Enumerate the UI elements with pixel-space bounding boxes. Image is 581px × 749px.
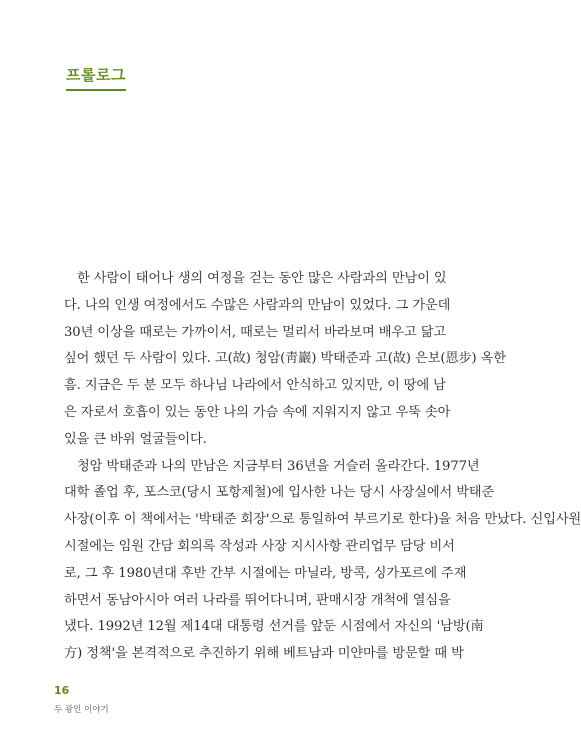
text-line: 흠. 지금은 두 분 모두 하나님 나라에서 안식하고 있지만, 이 땅에 남: [64, 378, 446, 394]
text-line: 싶어 했던 두 사람이 있다. 고(故) 청암(靑巖) 박태준과 고(故) 은보(恩步) 옥한: [64, 351, 506, 367]
chapter-title: 프롤로그: [66, 64, 126, 91]
running-footer-title: 두 광인 이야기: [54, 705, 109, 715]
text-line: 있을 큰 바위 얼굴들이다.: [64, 431, 207, 447]
text-line: 청암 박태준과 나의 만남은 지금부터 36년을 거슬러 올라간다. 1977년: [77, 458, 480, 474]
text-line: 대학 졸업 후, 포스코(당시 포항제철)에 입사한 나는 당시 사장실에서 박태준: [64, 485, 495, 501]
text-line: 시절에는 임원 간담 회의록 작성과 사장 지시사항 관리업무 담당 비서: [64, 538, 455, 554]
text-line: 사장(이후 이 책에서는 '박태준 회장'으로 통일하여 부르기로 한다)을 처음 만났다. 신입사원: [64, 512, 581, 528]
body-text: [64, 266, 581, 668]
text-line: 한 사람이 태어나 생의 여정을 걷는 동안 많은 사람과의 만남이 있: [77, 271, 447, 286]
text-line: 냈다. 1992년 12월 제14대 대통령 선거를 앞둔 시점에서 자신의 '남방(南: [64, 619, 484, 635]
text-line: 方) 정책'을 본격적으로 추진하기 위해 베트남과 미얀마를 방문할 때 박: [64, 646, 464, 662]
text-line: 30년 이상을 때로는 가까이서, 때로는 멀리서 바라보며 배우고 닮고: [64, 324, 447, 340]
text-line: 은 자로서 호흡이 있는 동안 나의 가슴 속에 지워지지 않고 우뚝 솟아: [64, 404, 451, 420]
text-line: 하면서 동남아시아 여러 나라를 뛰어다니며, 판매시장 개척에 열심을: [64, 592, 451, 608]
text-line: 다. 나의 인생 여정에서도 수많은 사람과의 만남이 있었다. 그 가운데: [64, 297, 451, 313]
text-line: 로, 그 후 1980년대 후반 간부 시절에는 마닐라, 방콕, 싱가포르에 주재: [64, 565, 467, 581]
page-number: 16: [54, 684, 70, 697]
